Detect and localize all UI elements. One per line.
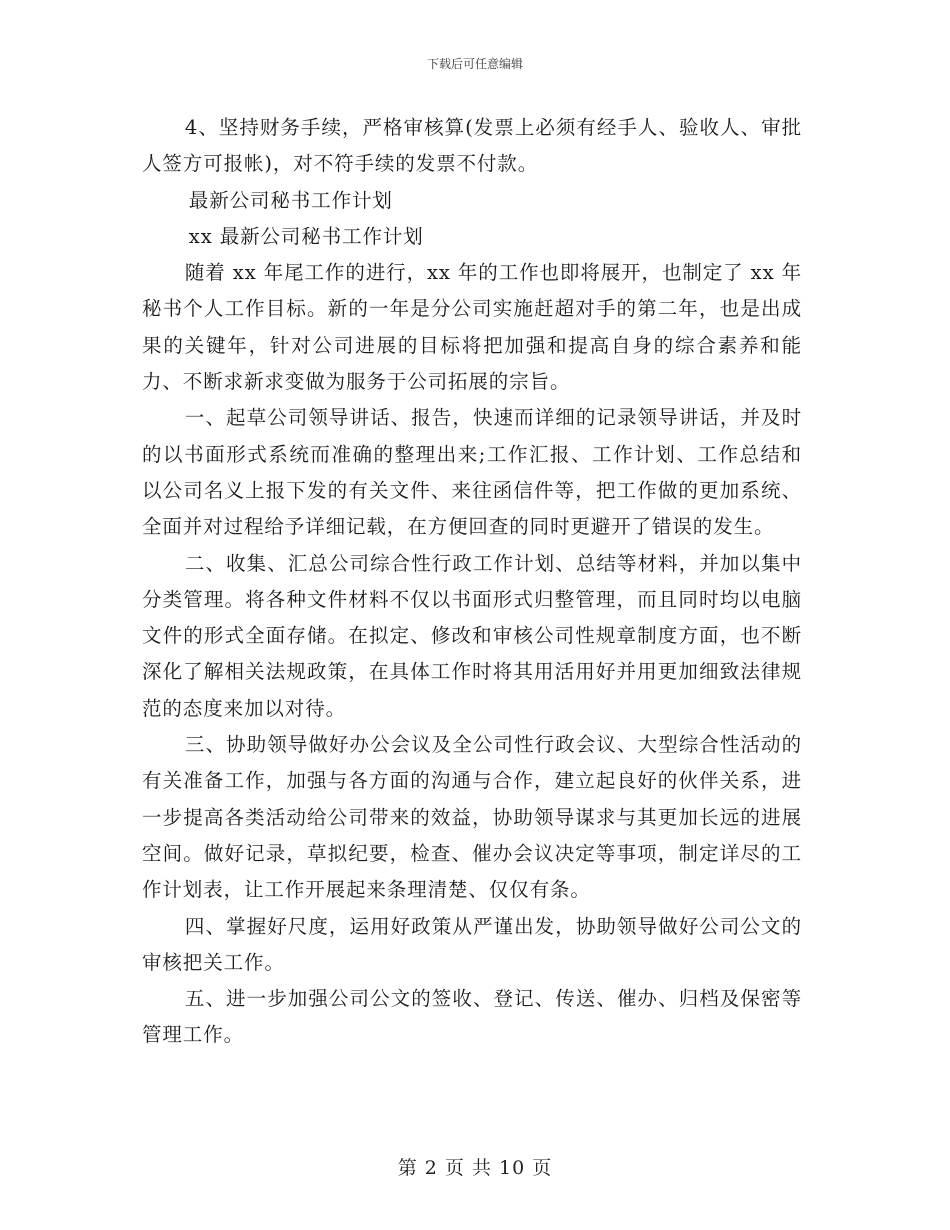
paragraph-item-2: 二、收集、汇总公司综合性行政工作计划、总结等材料，并加以集中分类管理。将各种文件材料不仅以书面形式归整管理，而且同时均以电脑文件的形式全面存储。在拟定、修改和审核公司性规章制度方面，也不断深化了解相关法规政策，在具体工作时将其用活用好并用更加细致法律规范的态度来加以对待。: [142, 551, 802, 720]
paragraph-item-5: 五、进一步加强公司公文的签收、登记、传送、催办、归档及保密等管理工作。: [142, 987, 802, 1047]
paragraph-item-4: 四、掌握好尺度，运用好政策从严谨出发，协助领导做好公司公文的审核把关工作。: [142, 914, 802, 974]
paragraph-item-3: 三、协助领导做好办公会议及全公司性行政会议、大型综合性活动的有关准备工作，加强与各方面的沟通与合作，建立起良好的伙伴关系，进一步提高各类活动给公司带来的效益，协助领导谋求与其更加长远的进展空间。做好记录，草拟纪要，检查、催办会议决定等事项，制定详尽的工作计划表，让工作开展起来条理清楚、仅仅有条。: [142, 733, 802, 902]
paragraph-intro: 随着 xx 年尾工作的进行，xx 年的工作也即将展开，也制定了 xx 年秘书个人工作目标。新的一年是分公司实施赶超对手的第二年，也是出成果的关键年，针对公司进展的目标将把加强和提高自身的综合素养和能力、不断求新求变做为服务于公司拓展的宗旨。: [142, 261, 802, 394]
section-title: 最新公司秘书工作计划: [188, 188, 393, 212]
paragraph-item-1: 一、起草公司领导讲话、报告，快速而详细的记录领导讲话，并及时的以书面形式系统而准确的整理出来;工作汇报、工作计划、工作总结和以公司名义上报下发的有关文件、来往函信件等，把工作做的更加系统、全面并对过程给予详细记载，在方便回查的同时更避开了错误的发生。: [142, 406, 802, 539]
document-body: [142, 110, 802, 1054]
page-number: 第 2 页 共 10 页: [397, 1157, 553, 1179]
page-header-note: 下载后可任意编辑: [426, 57, 523, 71]
document-title: xx 最新公司秘书工作计划: [188, 224, 424, 248]
paragraph-finance-procedures: 4、坚持财务手续，严格审核算(发票上必须有经手人、验收人、审批人签方可报帐)，对不符手续的发票不付款。: [142, 116, 802, 176]
